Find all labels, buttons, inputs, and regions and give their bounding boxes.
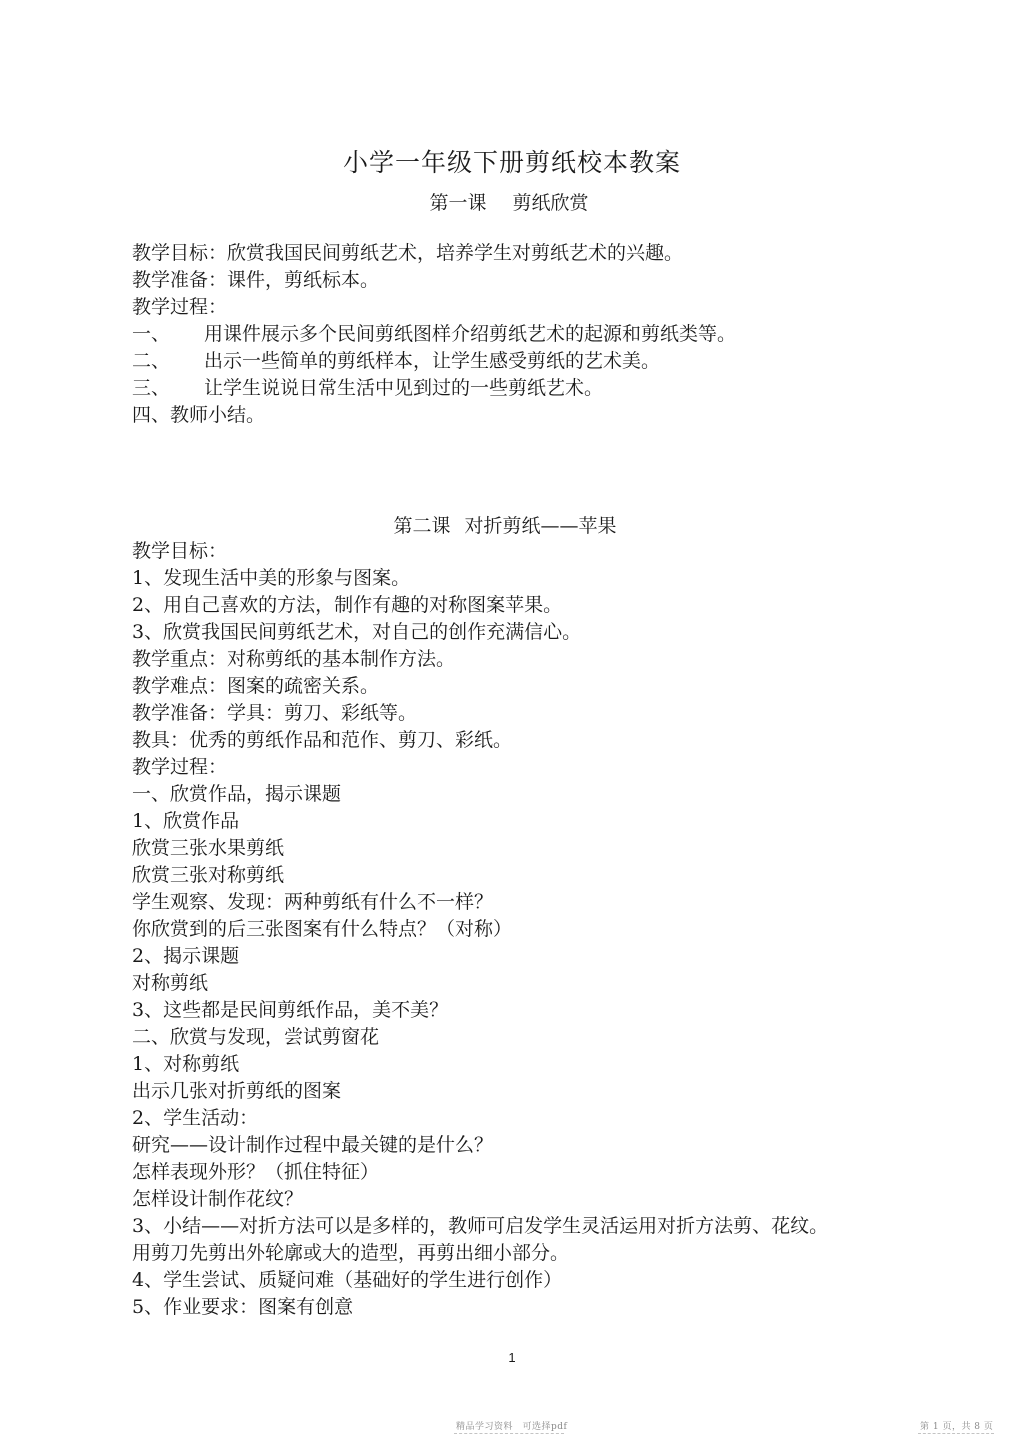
lesson2-line: 1、欣赏作品 — [132, 810, 240, 832]
lesson2-line: 3、欣赏我国民间剪纸艺术，对自己的创作充满信心。 — [132, 621, 582, 643]
lesson2-line: 怎样设计制作花纹？ — [132, 1188, 304, 1210]
lesson2-body — [132, 538, 852, 1321]
lesson2-line: 你欣赏到的后三张图案有什么特点？（对称） — [132, 918, 513, 940]
lesson2-line: 二、欣赏与发现，尝试剪窗花 — [132, 1026, 380, 1048]
lesson2-heading-name: 对折剪纸——苹果 — [464, 515, 617, 537]
step-number: 三、 — [132, 377, 171, 399]
document-title: 小学一年级下册剪纸校本教案 — [342, 148, 681, 177]
lesson1-step: 二、 出示一些简单的剪纸样本，让学生感受剪纸的艺术美。 — [132, 348, 852, 375]
lesson2-line: 教学过程： — [132, 756, 228, 778]
lesson2-line: 一、欣赏作品，揭示课题 — [132, 783, 342, 805]
lesson2-line: 教学重点：对称剪纸的基本制作方法。 — [132, 648, 456, 670]
footer-divider — [454, 1433, 564, 1434]
lesson2-line: 对称剪纸 — [132, 972, 209, 994]
lesson2-line: 1、对称剪纸 — [132, 1053, 240, 1075]
lesson2-line: 2、揭示课题 — [132, 945, 240, 967]
lesson2-line: 学生观察、发现：两种剪纸有什么不一样？ — [132, 891, 494, 913]
lesson2-line: 教具：优秀的剪纸作品和范作、剪刀、彩纸。 — [132, 729, 513, 751]
lesson2-line: 1、发现生活中美的形象与图案。 — [132, 567, 411, 589]
lesson2-line: 教学目标： — [132, 540, 228, 562]
lesson1-line: 教学过程： — [132, 296, 228, 318]
lesson2-line: 5、作业要求：图案有创意 — [132, 1296, 354, 1318]
lesson2-line: 教学准备：学具：剪刀、彩纸等。 — [132, 702, 418, 724]
lesson2-line: 3、这些都是民间剪纸作品，美不美？ — [132, 999, 449, 1021]
lesson2-line: 欣赏三张水果剪纸 — [132, 837, 285, 859]
lesson2-line: 欣赏三张对称剪纸 — [132, 864, 285, 886]
step-number: 一、 — [132, 323, 171, 345]
lesson2-line: 怎样表现外形？（抓住特征） — [132, 1161, 380, 1183]
lesson1-line: 教学准备：课件，剪纸标本。 — [132, 269, 380, 291]
lesson2-line: 用剪刀先剪出外轮廓或大的造型，再剪出细小部分。 — [132, 1242, 570, 1264]
page-number: 1 — [508, 1350, 516, 1365]
step-number: 二、 — [132, 350, 171, 372]
lesson1-heading-name: 剪纸欣赏 — [512, 192, 589, 214]
lesson1-heading — [0, 188, 1018, 215]
footer-right-text: 第 1 页，共 8 页 — [920, 1422, 994, 1432]
lesson1-body — [132, 240, 852, 429]
lesson1-step: 一、 用课件展示多个民间剪纸图样介绍剪纸艺术的起源和剪纸类等。 — [132, 321, 852, 348]
lesson2-line: 3、小结——对折方法可以是多样的，教师可启发学生灵活运用对折方法剪、花纹。 — [132, 1215, 829, 1237]
footer-divider — [918, 1433, 994, 1434]
lesson1-step: 三、 让学生说说日常生活中见到过的一些剪纸艺术。 — [132, 375, 852, 402]
lesson2-heading-number: 第二课 — [393, 515, 451, 537]
lesson2-heading — [0, 511, 1010, 538]
lesson2-line: 研究——设计制作过程中最关键的是什么？ — [132, 1134, 494, 1156]
lesson2-line: 出示几张对折剪纸的图案 — [132, 1080, 342, 1102]
lesson2-line: 2、用自己喜欢的方法，制作有趣的对称图案苹果。 — [132, 594, 563, 616]
lesson2-line: 教学难点：图案的疏密关系。 — [132, 675, 380, 697]
lesson2-line: 2、学生活动： — [132, 1107, 259, 1129]
lesson1-heading-number: 第一课 — [429, 192, 487, 214]
footer-left-text: 精品学习资料 可选择pdf — [456, 1422, 568, 1432]
lesson1-line: 教学目标：欣赏我国民间剪纸艺术，培养学生对剪纸艺术的兴趣。 — [132, 242, 684, 264]
lesson2-line: 4、学生尝试、质疑问难（基础好的学生进行创作） — [132, 1269, 563, 1291]
lesson1-line: 四、教师小结。 — [132, 404, 266, 426]
